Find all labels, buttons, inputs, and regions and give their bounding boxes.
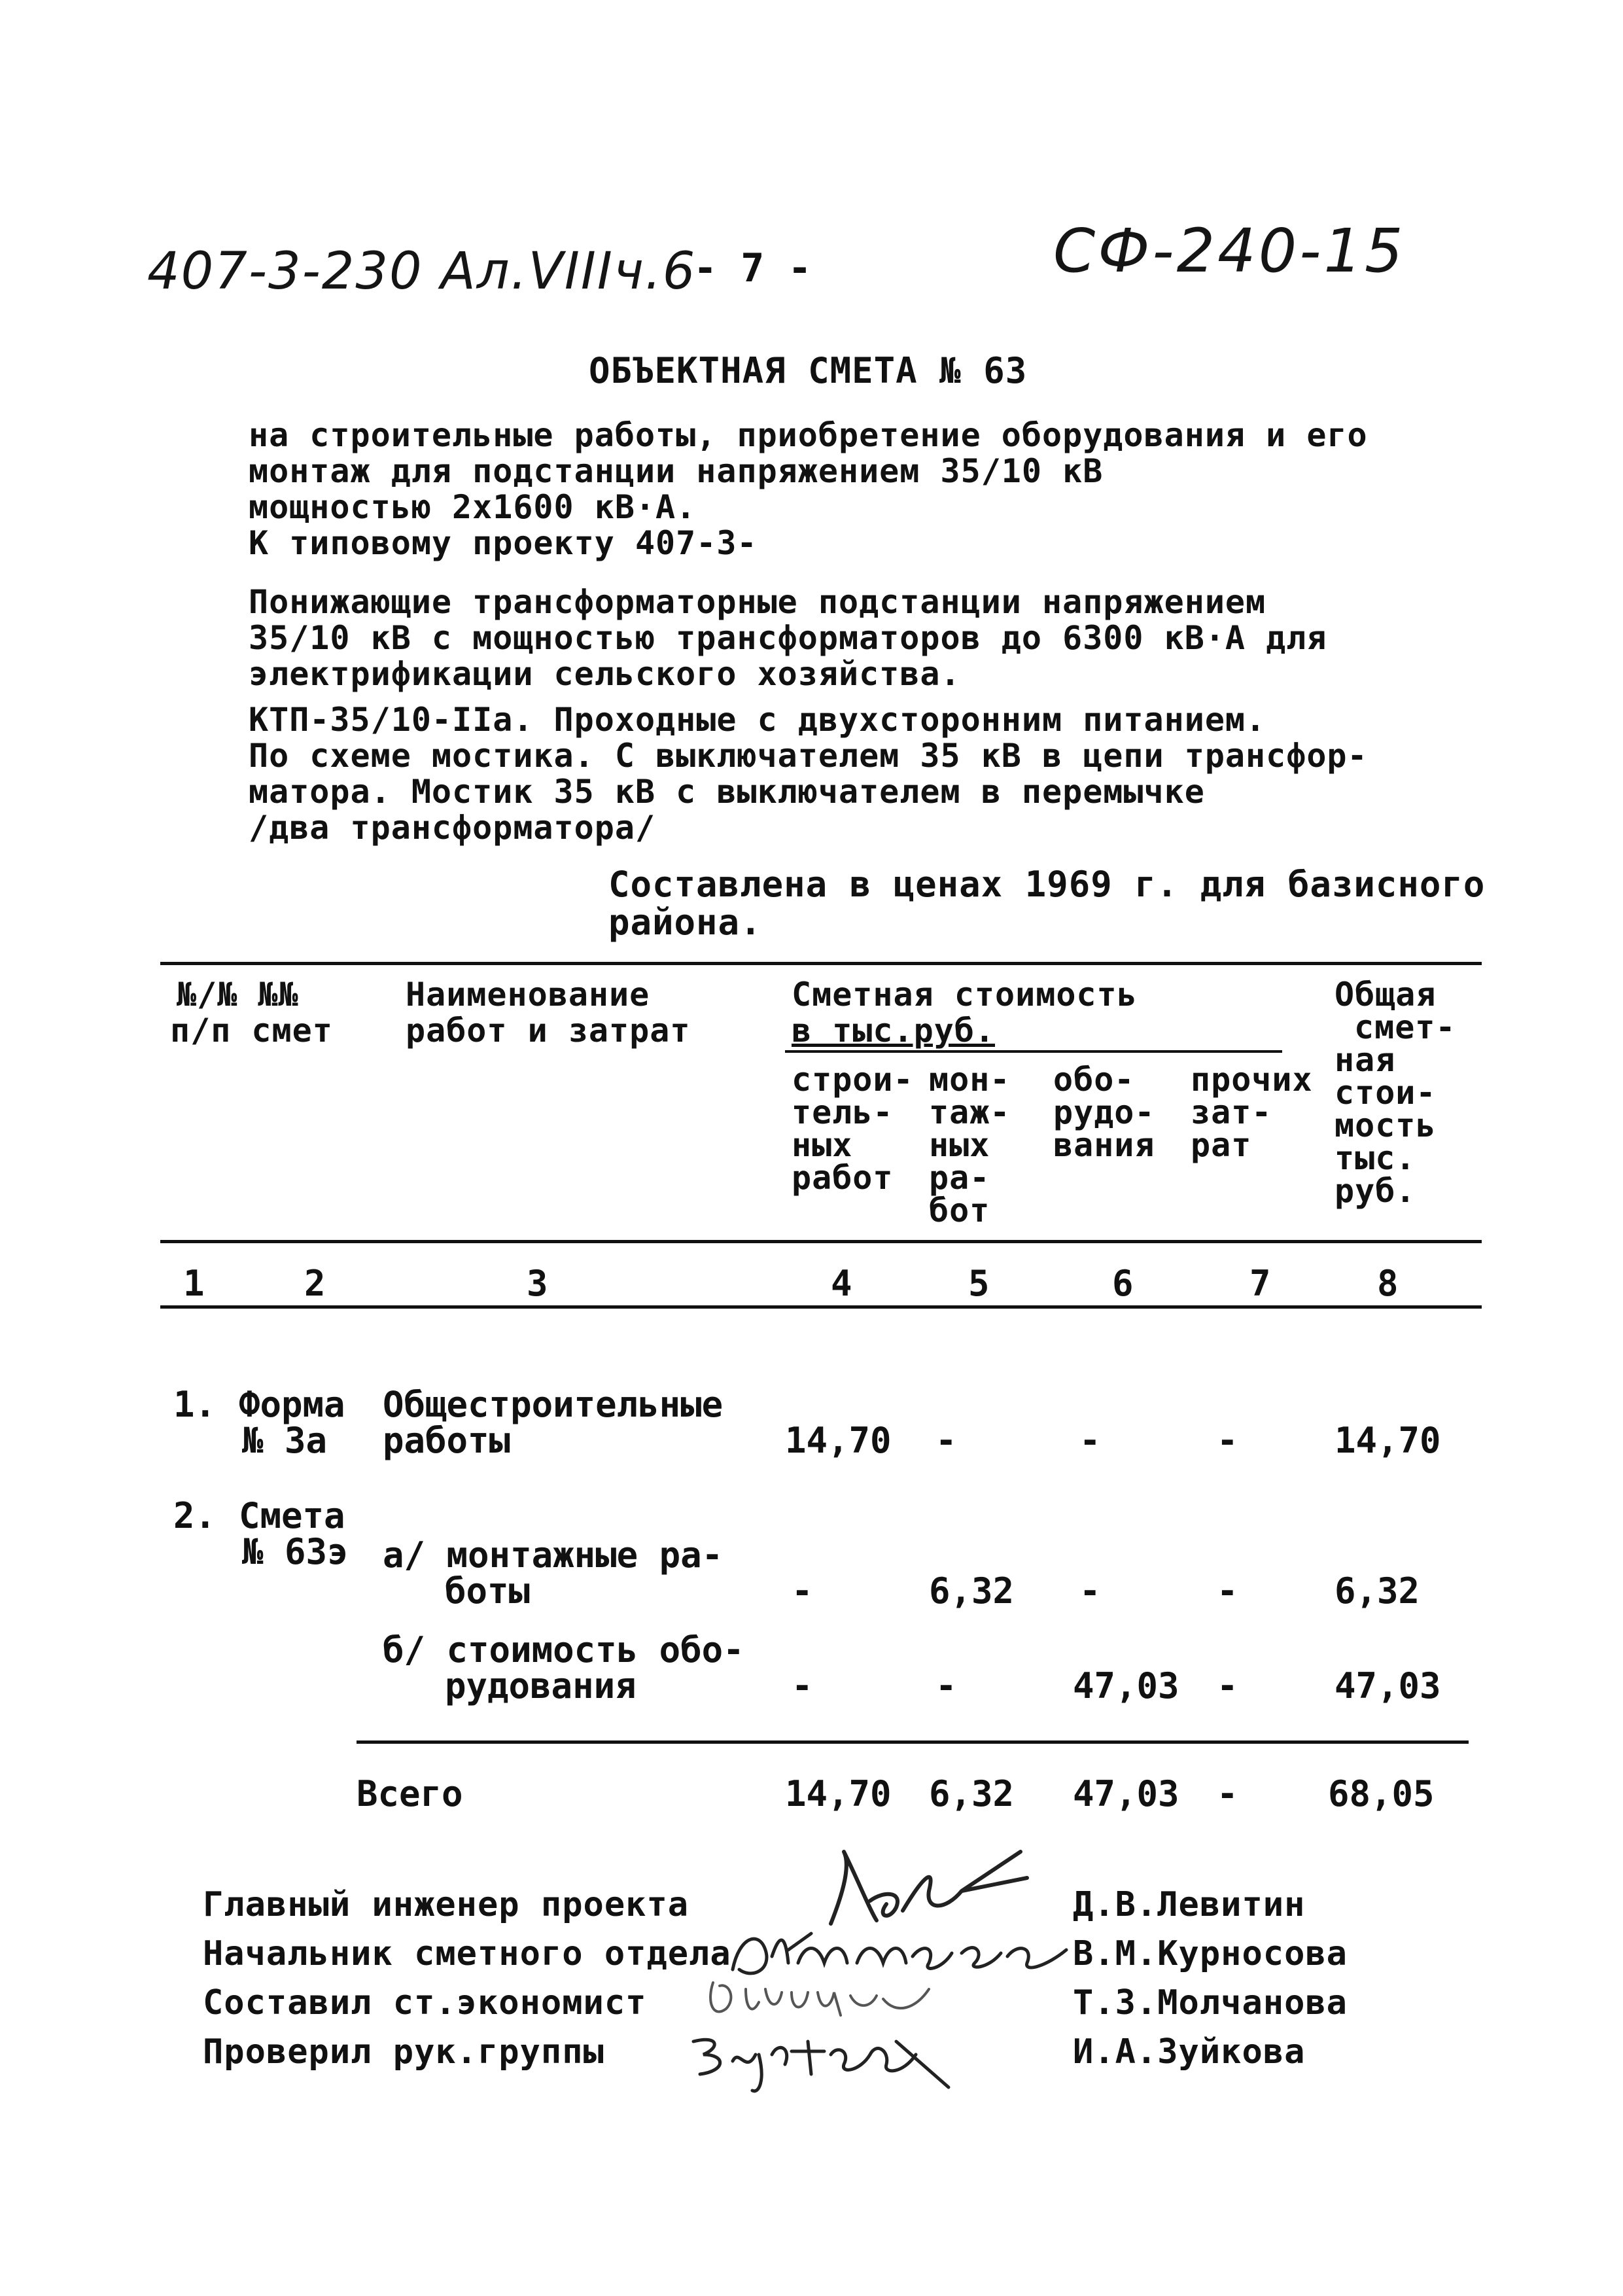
signatory-name: Д.В.Левитин (1073, 1885, 1306, 1924)
header-total-cost: ная (1335, 1041, 1396, 1079)
cost-group-rule (785, 1050, 1282, 1053)
header-construction: ных (792, 1126, 853, 1164)
header-installation: ра- (929, 1159, 990, 1197)
paragraph-line: электрификации сельского хозяйства. (249, 655, 961, 693)
row-reference: Форма (239, 1384, 345, 1425)
page-number: - 7 - (693, 245, 812, 291)
row-name: рудования (445, 1665, 637, 1706)
header-name: Наименование (406, 976, 650, 1014)
header-total-cost: руб. (1335, 1172, 1416, 1210)
total-rule (357, 1740, 1469, 1744)
cell-installation: 6,32 (929, 1570, 1015, 1612)
row-number: 1. (173, 1384, 217, 1425)
header-total-cost: смет- (1354, 1008, 1456, 1046)
header-other: рат (1191, 1126, 1252, 1164)
cell-equipment: - (1079, 1420, 1101, 1461)
header-construction: строи- (792, 1061, 914, 1099)
subtitle-line: монтаж для подстанции напряжением 35/10 кВ (249, 452, 1104, 490)
header-name: работ и затрат (406, 1012, 691, 1050)
paragraph-line: /два трансформатора/ (249, 809, 656, 847)
row-name: Общестроительные (383, 1384, 724, 1425)
cell-construction: - (792, 1665, 813, 1706)
signature-zuykova (680, 2015, 955, 2100)
cell-total: 47,03 (1335, 1665, 1441, 1706)
signatory-name: В.М.Курносова (1073, 1934, 1348, 1973)
total-sum: 68,05 (1328, 1773, 1435, 1814)
signatory-role: Проверил рук.группы (203, 2032, 604, 2072)
paragraph-line: По схеме мостика. С выключателем 35 кВ в цепи трансфор- (249, 737, 1368, 775)
header-equipment: вания (1053, 1126, 1155, 1164)
header-equipment: обо- (1053, 1061, 1135, 1099)
header-total-cost: Общая (1335, 976, 1437, 1014)
row-reference: № 63э (242, 1531, 349, 1572)
cell-other: - (1217, 1570, 1238, 1612)
row-reference: № 3а (242, 1420, 328, 1461)
cell-installation: - (935, 1420, 957, 1461)
signatory-role: Главный инженер проекта (203, 1885, 689, 1924)
signatory-name: И.А.Зуйкова (1073, 2032, 1306, 2072)
cell-other: - (1217, 1420, 1238, 1461)
cell-installation: - (935, 1665, 957, 1706)
paragraph-line: Понижающие трансформаторные подстанции напряжением (249, 583, 1266, 621)
header-cost-unit: в тыс.руб. (792, 1012, 996, 1050)
column-number: 1 (183, 1263, 205, 1304)
column-number: 8 (1377, 1263, 1399, 1304)
header-other: зат- (1191, 1093, 1272, 1131)
paragraph-line: матора. Мостик 35 кВ с выключателем в перемычке (249, 773, 1205, 811)
column-number: 6 (1112, 1263, 1134, 1304)
row-name: боты (445, 1570, 531, 1612)
row-name: б/ стоимость обо- (383, 1629, 744, 1670)
subtitle-line: К типовому проекту 407-3- (249, 524, 758, 562)
document-title: ОБЪЕКТНАЯ СМЕТА № 63 (589, 350, 1028, 391)
paragraph-line: КТП-35/10-IIа. Проходные с двухсторонним питанием. (249, 701, 1266, 739)
total-construction: 14,70 (785, 1773, 892, 1814)
header-row-number: п/п смет (170, 1012, 333, 1050)
cell-equipment: - (1079, 1570, 1101, 1612)
signatory-role: Составил ст.экономист (203, 1983, 647, 2022)
column-number: 5 (968, 1263, 990, 1304)
total-other: - (1217, 1773, 1238, 1814)
table-top-rule (160, 962, 1482, 965)
header-cost-group: Сметная стоимость (792, 976, 1138, 1014)
header-bottom-rule (160, 1240, 1482, 1243)
row-name: работы (383, 1420, 511, 1461)
header-installation: бот (929, 1192, 990, 1229)
header-total-cost: мость (1335, 1106, 1437, 1144)
column-number: 7 (1249, 1263, 1271, 1304)
paragraph-line: 35/10 кВ с мощностью трансформаторов до 6300 кВ·А для (249, 619, 1327, 657)
header-other: прочих (1191, 1061, 1313, 1099)
total-installation: 6,32 (929, 1773, 1015, 1814)
price-basis-line: Составлена в ценах 1969 г. для базисного (608, 864, 1486, 905)
header-construction: тель- (792, 1093, 894, 1131)
cell-construction: 14,70 (785, 1420, 892, 1461)
header-row-number: №/№ №№ (177, 976, 299, 1014)
header-installation: ных (929, 1126, 990, 1164)
cell-total: 6,32 (1335, 1570, 1420, 1612)
header-total-cost: тыс. (1335, 1139, 1416, 1177)
subtitle-line: на строительные работы, приобретение оборудования и его (249, 416, 1368, 454)
header-total-cost: стои- (1335, 1074, 1437, 1112)
cell-construction: - (792, 1570, 813, 1612)
row-name: а/ монтажные ра- (383, 1534, 724, 1576)
column-number-rule (160, 1305, 1482, 1309)
signatory-name: Т.З.Молчанова (1073, 1983, 1348, 2022)
header-installation: таж- (929, 1093, 1011, 1131)
document-code-left: 407-3-230 Ал.VIIIч.6 (147, 242, 697, 301)
header-equipment: рудо- (1053, 1093, 1155, 1131)
row-number: 2. (173, 1495, 217, 1536)
row-reference: Смета (239, 1495, 345, 1536)
total-equipment: 47,03 (1073, 1773, 1179, 1814)
total-label: Всего (357, 1773, 463, 1814)
price-basis-line: района. (608, 902, 762, 943)
header-installation: мон- (929, 1061, 1011, 1099)
cell-total: 14,70 (1335, 1420, 1441, 1461)
column-number: 4 (831, 1263, 852, 1304)
document-code-right: СФ-240-15 (1053, 216, 1406, 286)
cell-other: - (1217, 1665, 1238, 1706)
column-number: 3 (527, 1263, 548, 1304)
header-construction: работ (792, 1159, 894, 1197)
column-number: 2 (304, 1263, 326, 1304)
signatory-role: Начальник сметного отдела (203, 1934, 731, 1973)
subtitle-line: мощностью 2х1600 кВ·А. (249, 488, 697, 526)
cell-equipment: 47,03 (1073, 1665, 1179, 1706)
